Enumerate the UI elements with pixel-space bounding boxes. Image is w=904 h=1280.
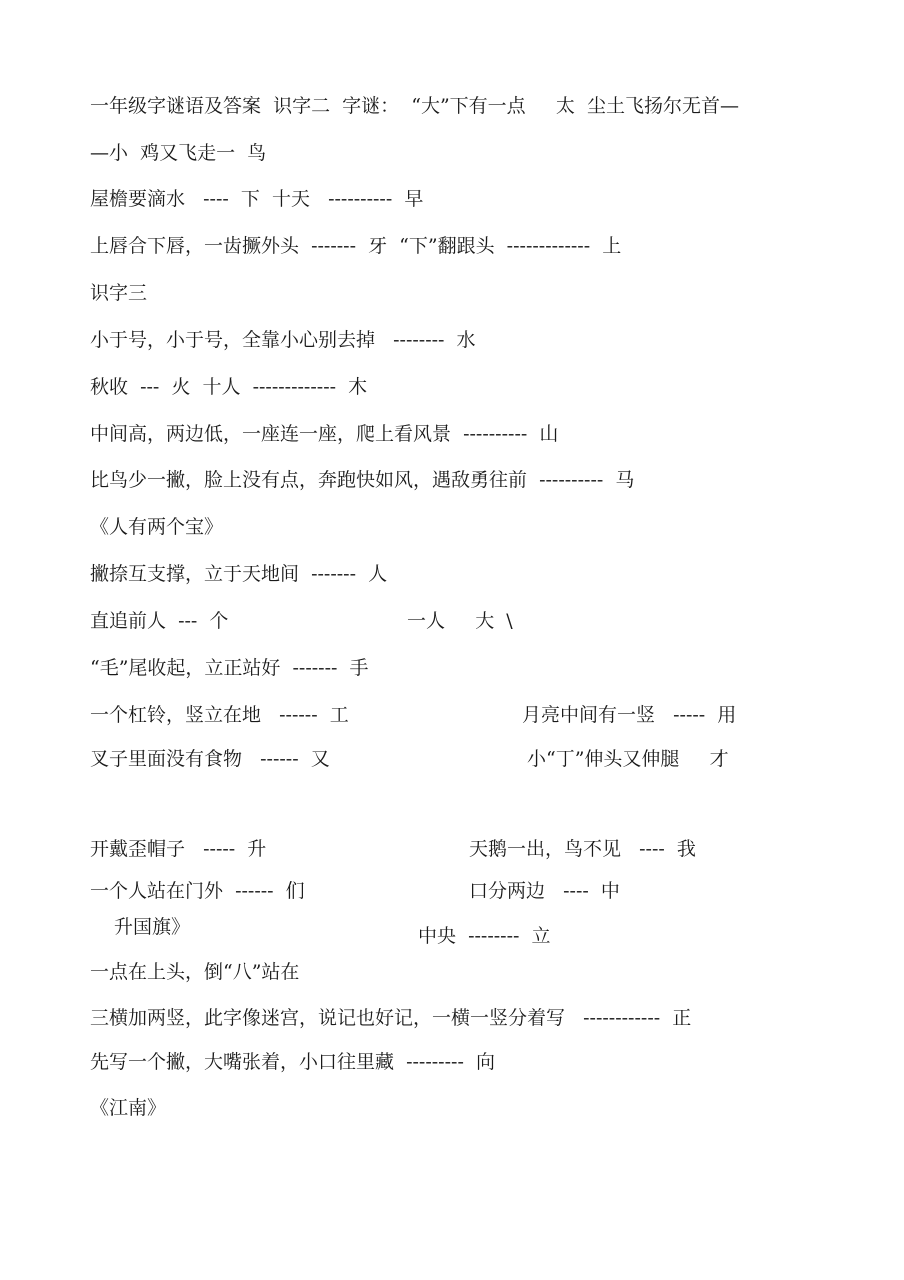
section-heading: 《江南》 [90,1097,167,1119]
section-heading: 升国旗》 [114,916,191,938]
text-line: 一人 大 \ [407,610,513,632]
text-line: 月亮中间有一竖 ----- 用 [522,704,737,726]
text-line: 中间高，两边低，一座连一座，爬上看风景 ---------- 山 [90,423,559,445]
text-line: “毛”尾收起，立正站好 ------- 手 [90,657,369,679]
text-line: —小 鸡又飞走一 鸟 [90,142,267,164]
text-line: 三横加两竖，此字像迷宫，说记也好记，一横一竖分着写 ------------ 正 [90,1007,692,1029]
text-line: 屋檐要滴水 ---- 下 十天 ---------- 早 [90,188,424,210]
text-line: 一个人站在门外 ------ 们 [90,880,305,902]
text-line: 一个杠铃，竖立在地 ------ 工 [90,704,349,726]
text-line: 中央 -------- 立 [418,925,551,947]
text-line: 秋收 --- 火 十人 ------------- 木 [90,376,368,398]
text-line: 口分两边 ---- 中 [469,880,620,902]
text-line: 小“丁”伸头又伸腿 才 [527,748,729,770]
text-line: 直追前人 --- 个 [90,610,229,632]
text-line: 撇捺互支撑，立于天地间 ------- 人 [90,563,388,585]
text-line: 开戴歪帽子 ----- 升 [90,838,267,860]
section-heading: 《人有两个宝》 [90,516,224,538]
text-line: 小于号，小于号，全靠小心别去掉 -------- 水 [90,329,476,351]
text-line: 上唇合下唇，一齿撅外头 ------- 牙 “下”翻跟头 ------------- 上 [90,235,622,257]
text-line: 天鹅一出，鸟不见 ---- 我 [469,838,696,860]
text-line: 比鸟少一撇，脸上没有点，奔跑快如风，遇敌勇往前 ---------- 马 [90,469,635,491]
text-line: 先写一个撇，大嘴张着，小口往里藏 --------- 向 [90,1051,495,1073]
text-line: 一点在上头，倒“八”站在 [90,961,300,983]
text-line: 一年级字谜语及答案 识字二 字谜： “大”下有一点 太 尘土飞扬尔无首— [90,95,739,117]
text-line: 叉子里面没有食物 ------ 又 [90,748,330,770]
section-heading: 识字三 [90,282,148,304]
